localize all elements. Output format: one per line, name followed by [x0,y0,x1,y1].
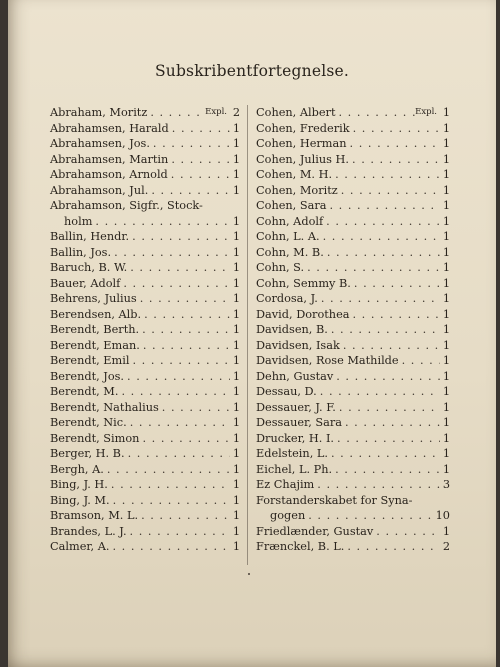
subscriber-name: Dessauer, Sara [256,416,342,429]
subscriber-row [256,431,450,447]
subscriber-row [50,183,240,199]
copy-count: 1 [232,183,240,197]
copy-count: 1 [442,447,450,460]
dot-leader [332,167,440,183]
copy-count: 1 [442,416,450,429]
subscriber-row [256,245,450,261]
dot-leader [127,415,230,431]
copy-count: 1 [232,400,240,414]
dot-leader [323,214,440,230]
subscriber-name: Bing, J. H. [50,478,108,491]
dot-leader [324,245,440,261]
copy-count: 1 [232,509,240,522]
subscriber-name: gogen [270,509,306,522]
subscriber-row [50,477,240,493]
subscriber-name: Eichel, L. Ph. [256,462,333,476]
subscriber-name: Ez Chajim [256,478,315,491]
subscriber-row [256,353,450,369]
subscriber-row [256,198,450,214]
subscriber-row [50,539,240,555]
subscriber-row [50,400,240,416]
dot-leader [317,384,440,400]
subscriber-name: Davidsen, B. [256,323,328,336]
subscriber-name: Cohen, Moritz [256,183,338,197]
subscriber-name: Abrahamsen, Martin [50,152,169,166]
dot-leader [344,539,440,555]
dot-leader [137,291,230,307]
copy-count: 1 [232,214,240,228]
subscriber-row [50,493,240,509]
subscriber-name: Cohen, Albert [256,106,336,119]
subscriber-name: Berendt, Eman. [50,338,140,352]
copy-count: 1 [442,276,450,290]
copy-count: 1 [442,199,450,212]
subscriber-row [50,167,240,183]
subscriber-name: Cohen, Julius H. [256,152,350,166]
copy-count: 1 [442,307,450,321]
subscriber-row [256,291,450,307]
copy-count: 1 [442,121,450,135]
dot-leader [326,198,440,214]
dot-leader [342,415,440,431]
subscriber-row [50,276,240,292]
subscriber-name: Forstanderskabet for Syna- [256,493,413,507]
dot-leader [399,353,440,369]
dot-leader [147,105,205,121]
subscriber-name: Cohen, Frederik [256,121,350,135]
subscriber-row [50,291,240,307]
copy-count: 1 [442,354,450,367]
copy-count: 1 [442,292,450,305]
dot-leader [125,446,230,462]
dot-leader [148,183,230,199]
dot-leader [110,493,230,509]
subscriber-name: Bing, J. M. [50,493,110,507]
dot-leader [318,291,440,307]
copy-count: 1 [232,245,240,259]
subscriber-row [50,431,240,447]
subscriber-row [256,229,450,245]
dot-leader [336,105,416,121]
subscriber-name: Cohen, M. H. [256,168,333,181]
dot-leader [168,167,230,183]
subscriber-name: Berendt, Berth. [50,323,140,336]
subscriber-row [256,322,450,338]
dot-leader [314,477,440,493]
copy-count: 1 [232,276,240,290]
dot-leader [169,121,230,137]
dot-leader [127,524,230,540]
dot-leader [350,307,441,323]
subscriber-row [50,415,240,431]
column-divider [247,105,248,565]
subscriber-row [256,508,450,524]
subscriber-row [256,152,450,168]
copy-count: 1 [442,462,450,476]
subscriber-name: Abrahamson, Sigfr., Stock- [50,199,203,212]
copy-count: 1 [232,307,240,321]
copy-count: 1 [232,168,240,181]
subscriber-name: Bergh, A. [50,462,104,476]
dot-leader [120,276,230,292]
copy-count: 1 [232,540,240,553]
subscriber-name: Abrahamsen, Harald [50,121,169,135]
subscriber-name: Berendt, Jos. [50,369,125,383]
expl-label: Expl. [415,107,437,117]
dot-leader [108,477,230,493]
subscriber-row [256,307,450,323]
subscriber-name: Drucker, H. I. [256,431,335,445]
dot-leader [118,384,230,400]
subscriber-name: Calmer, A. [50,540,110,553]
copy-count: 1 [232,152,240,166]
subscriber-name: Cohn, L. A. [256,230,320,243]
subscriber-name: Abrahamsen, Jos. [50,137,150,150]
dot-leader [304,260,440,276]
subscriber-row [256,400,450,416]
copy-count: 1 [442,369,450,383]
subscriber-name: Behrens, Julius [50,292,137,305]
dot-leader [159,400,230,416]
dot-leader [320,229,440,245]
subscriber-row [50,121,240,137]
subscriber-row [50,260,240,276]
dot-leader [334,431,440,447]
copy-count: 1 [232,478,240,491]
subscriber-row [256,136,450,152]
copy-count: 2 [232,106,240,119]
dot-leader [328,322,440,338]
subscriber-name: Abraham, Moritz [50,106,148,119]
dot-leader [338,183,440,199]
subscriber-name: Edelstein, L. [256,447,328,460]
subscriber-name: Cohn, M. B. [256,245,324,259]
subscriber-name: Baruch, B. W. [50,261,128,274]
subscriber-name: Bramson, M. L. [50,509,139,522]
page-mark [248,573,250,575]
dot-leader [104,462,230,478]
copy-count: 1 [232,524,240,538]
subscriber-name: Dehn, Gustav [256,369,334,383]
subscriber-name: Cohn, S. [256,261,305,274]
subscriber-name: Dessauer, J. F. [256,400,336,414]
copy-count: 1 [442,214,450,228]
subscriber-row [256,493,450,509]
subscriber-name: Berendt, Nic. [50,416,127,429]
subscriber-column-left [50,105,240,555]
copy-count: 1 [442,152,450,166]
subscriber-row [256,415,450,431]
subscriber-row [256,260,450,276]
dot-leader [328,446,440,462]
dot-leader [141,307,230,323]
dot-leader [305,508,435,524]
subscriber-name: holm [64,214,93,228]
dot-leader [139,322,230,338]
subscriber-row [50,198,240,214]
dot-leader [139,431,230,447]
dot-leader [347,136,440,152]
subscriber-name: Berendt, Emil [50,354,130,367]
subscriber-row [256,477,450,493]
subscriber-row [256,369,450,385]
copy-count: 1 [232,137,240,150]
dot-leader [124,369,230,385]
subscriber-row [50,369,240,385]
copy-count: 1 [232,369,240,383]
subscriber-row [256,539,450,555]
copy-count: 1 [232,292,240,305]
subscriber-row [50,508,240,524]
dot-leader [168,152,230,168]
dot-leader [332,462,440,478]
subscriber-name: Berendt, M. [50,385,119,398]
copy-count: 1 [442,431,450,445]
copy-count: 1 [442,400,450,414]
subscriber-name: Cohn, Semmy B. [256,276,351,290]
copy-count: 1 [232,230,240,243]
subscriber-row [256,276,450,292]
subscriber-name: Brandes, L. J. [50,524,127,538]
copy-count: 1 [232,416,240,429]
dot-leader [336,400,440,416]
expl-label: Expl. [205,107,227,117]
dot-leader [349,152,440,168]
subscriber-name: Davidsen, Rose Mathilde [256,354,399,367]
copy-count: 1 [232,462,240,476]
subscriber-row [256,338,450,354]
copy-count: 1 [442,245,450,259]
subscriber-name: Ballin, Jos. [50,245,112,259]
copy-count: 1 [442,230,450,243]
subscriber-row [50,214,240,230]
subscriber-row [256,446,450,462]
subscriber-row [50,152,240,168]
subscriber-row [256,524,450,540]
subscriber-name: Berendt, Nathalius [50,400,159,414]
copy-count: 1 [232,261,240,274]
subscriber-row [50,446,240,462]
copy-count: 1 [232,431,240,445]
subscriber-name: Berendt, Simon [50,431,140,445]
dot-leader [373,524,440,540]
copy-count: 1 [442,168,450,181]
subscriber-row [50,307,240,323]
copy-count: 1 [442,385,450,398]
copy-count: 1 [232,338,240,352]
page-title: Subskribentfortegnelse. [154,62,350,80]
subscriber-row [50,322,240,338]
subscriber-row [50,462,240,478]
dot-leader [127,260,230,276]
subscriber-name: Bauer, Adolf [50,276,121,290]
subscriber-name: Davidsen, Isak [256,338,340,352]
book-page [8,0,496,667]
subscriber-name: Cohn, Adolf [256,214,324,228]
subscriber-row [50,105,240,121]
subscriber-name: Abrahamson, Arnold [50,168,168,181]
subscriber-row [256,462,450,478]
dot-leader [111,245,230,261]
subscriber-row [50,524,240,540]
subscriber-name: Friedlænder, Gustav [256,524,374,538]
dot-leader [351,276,440,292]
subscriber-name: Abrahamson, Jul. [50,183,149,197]
copy-count: 3 [442,478,450,491]
subscriber-name: Berendsen, Alb. [50,307,142,321]
subscriber-row [256,384,450,400]
subscriber-name: Cordosa, J. [256,292,318,305]
subscriber-name: Dessau, D. [256,385,317,398]
dot-leader [340,338,440,354]
dot-leader [140,338,230,354]
copy-count: 1 [442,183,450,197]
dot-leader [150,136,230,152]
subscriber-row [256,121,450,137]
dot-leader [109,539,230,555]
subscriber-row [256,105,450,121]
copy-count: 2 [442,540,450,553]
subscriber-row [256,183,450,199]
dot-leader [129,229,230,245]
copy-count: 1 [442,524,450,538]
subscriber-row [50,245,240,261]
copy-count: 1 [442,137,450,150]
copy-count: 1 [442,323,450,336]
dot-leader [333,369,440,385]
copy-count: 1 [232,121,240,135]
copy-count: 10 [435,509,450,522]
subscriber-name: Cohen, Sara [256,199,327,212]
subscriber-name: Berger, H. B. [50,447,125,460]
copy-count: 1 [232,447,240,460]
subscriber-name: Cohen, Herman [256,137,347,150]
copy-count: 1 [442,261,450,274]
dot-leader [350,121,440,137]
subscriber-name: David, Dorothea [256,307,350,321]
subscriber-row [50,229,240,245]
subscriber-column-right [256,105,450,555]
copy-count: 1 [442,338,450,352]
copy-count: 1 [232,493,240,507]
subscriber-row [50,136,240,152]
subscriber-row [50,353,240,369]
dot-leader [92,214,230,230]
copy-count: 1 [232,385,240,398]
subscriber-row [50,384,240,400]
subscriber-row [256,167,450,183]
copy-count: 1 [232,323,240,336]
subscriber-name: Frænckel, B. L. [256,540,345,553]
copy-count: 1 [442,106,450,119]
copy-count: 1 [232,354,240,367]
dot-leader [138,508,230,524]
subscriber-name: Ballin, Hendr. [50,230,130,243]
subscriber-row [256,214,450,230]
dot-leader [130,353,231,369]
subscriber-row [50,338,240,354]
